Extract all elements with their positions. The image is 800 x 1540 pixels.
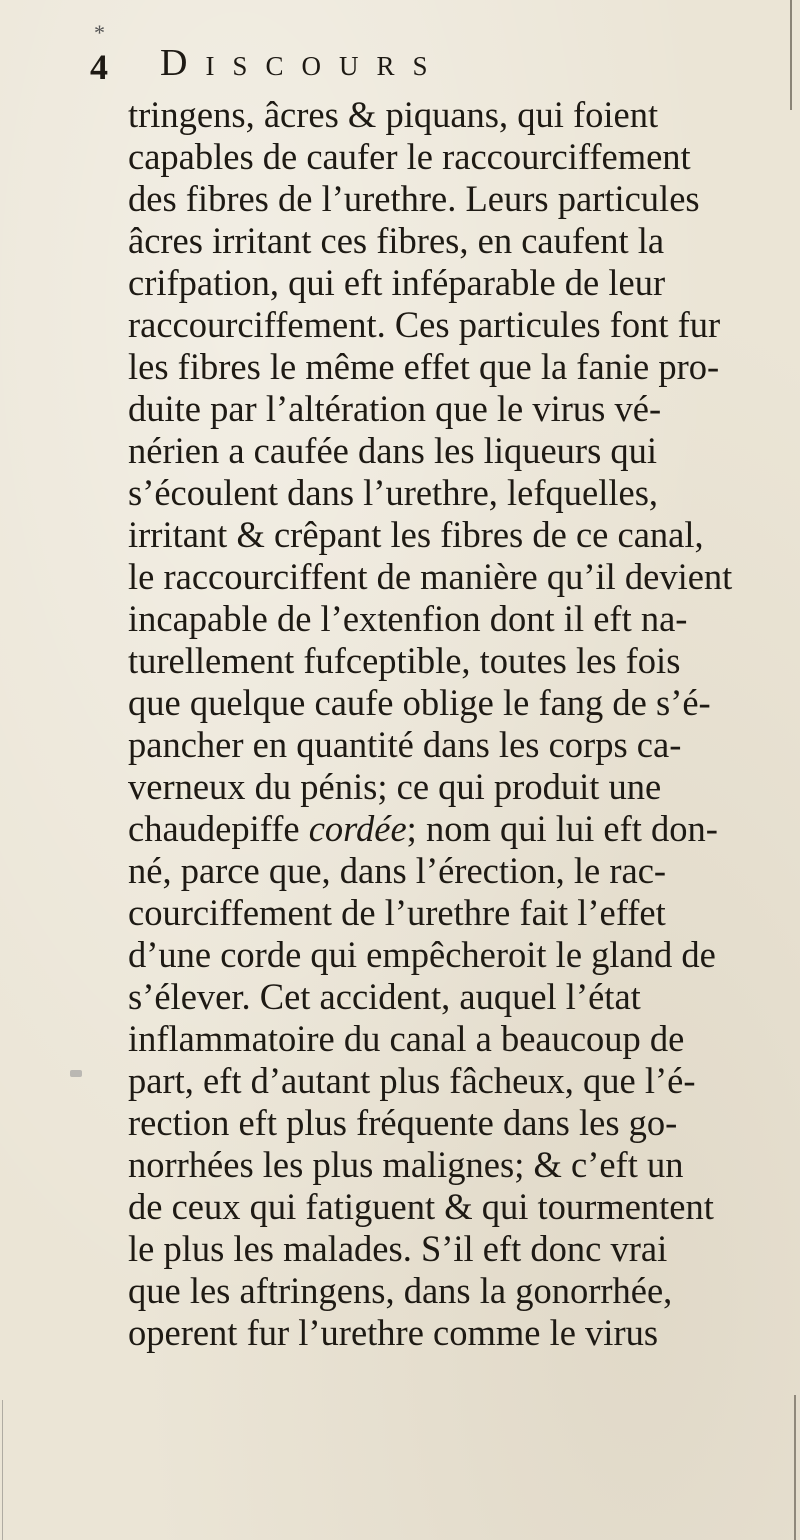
text-line: rection eft plus fréquente dans les go- bbox=[128, 1102, 678, 1143]
text-line: norrhées les plus malignes; & c’eft un bbox=[128, 1144, 684, 1185]
text-line: courciffement de l’urethre fait l’effet bbox=[128, 892, 666, 933]
body-text bbox=[128, 94, 790, 1354]
text-line: des fibres de l’urethre. Leurs particules bbox=[128, 178, 700, 219]
text-line: part, eft d’autant plus fâcheux, que l’é- bbox=[128, 1060, 696, 1101]
text-line: incapable de l’extenfion dont il eft na- bbox=[128, 598, 688, 639]
text-line: le raccourciffent de manière qu’il devient bbox=[128, 556, 733, 597]
text-line: tringens, âcres & piquans, qui foient bbox=[128, 94, 659, 135]
text-line: turellement fufceptible, toutes les fois bbox=[128, 640, 681, 681]
text-line: verneux du pénis; ce qui produit une bbox=[128, 766, 662, 807]
italic-term: cordée bbox=[308, 808, 407, 849]
text-line: s’élever. Cet accident, auquel l’état bbox=[128, 976, 641, 1017]
page-edge-shadow bbox=[790, 0, 792, 110]
text-line: né, parce que, dans l’érection, le rac- bbox=[128, 850, 667, 891]
text-line: les fibres le même effet que la fanie pro- bbox=[128, 346, 720, 387]
text-line: que les aftringens, dans la gonorrhée, bbox=[128, 1270, 673, 1311]
page-number: 4 bbox=[90, 47, 108, 87]
text-line: duite par l’altération que le virus vé- bbox=[128, 388, 662, 429]
text-segment: ; nom qui lui eft don- bbox=[406, 808, 718, 849]
text-line: le plus les malades. S’il eft donc vrai bbox=[128, 1228, 668, 1269]
text-line: raccourciffement. Ces particules font fur bbox=[128, 304, 721, 345]
running-head: Discours bbox=[160, 42, 446, 84]
page-edge-shadow-bottom bbox=[794, 1395, 796, 1540]
text-line: crifpation, qui eft inféparable de leur bbox=[128, 262, 666, 303]
text-line: âcres irritant ces fibres, en caufent la bbox=[128, 220, 665, 261]
text-line: pancher en quantité dans les corps ca- bbox=[128, 724, 682, 765]
text-line: inflammatoire du canal a beaucoup de bbox=[128, 1018, 685, 1059]
text-line: operent fur l’urethre comme le virus bbox=[128, 1312, 659, 1353]
text-line: nérien a caufée dans les liqueurs qui bbox=[128, 430, 658, 471]
text-line: irritant & crêpant les fibres de ce canal, bbox=[128, 514, 704, 555]
text-line: de ceux qui fatiguent & qui tourmentent bbox=[128, 1186, 714, 1227]
text-segment: chaudepiffe bbox=[128, 808, 309, 849]
text-line: d’une corde qui empêcheroit le gland de bbox=[128, 934, 716, 975]
text-line: que quelque caufe oblige le fang de s’é- bbox=[128, 682, 711, 723]
text-line-with-italic bbox=[128, 808, 790, 850]
text-line: capables de caufer le raccourciffement bbox=[128, 136, 691, 177]
left-margin-line bbox=[2, 1400, 3, 1540]
ornament-mark: * bbox=[94, 20, 105, 45]
paper-speck bbox=[70, 1070, 82, 1077]
text-line: s’écoulent dans l’urethre, lefquelles, bbox=[128, 472, 659, 513]
